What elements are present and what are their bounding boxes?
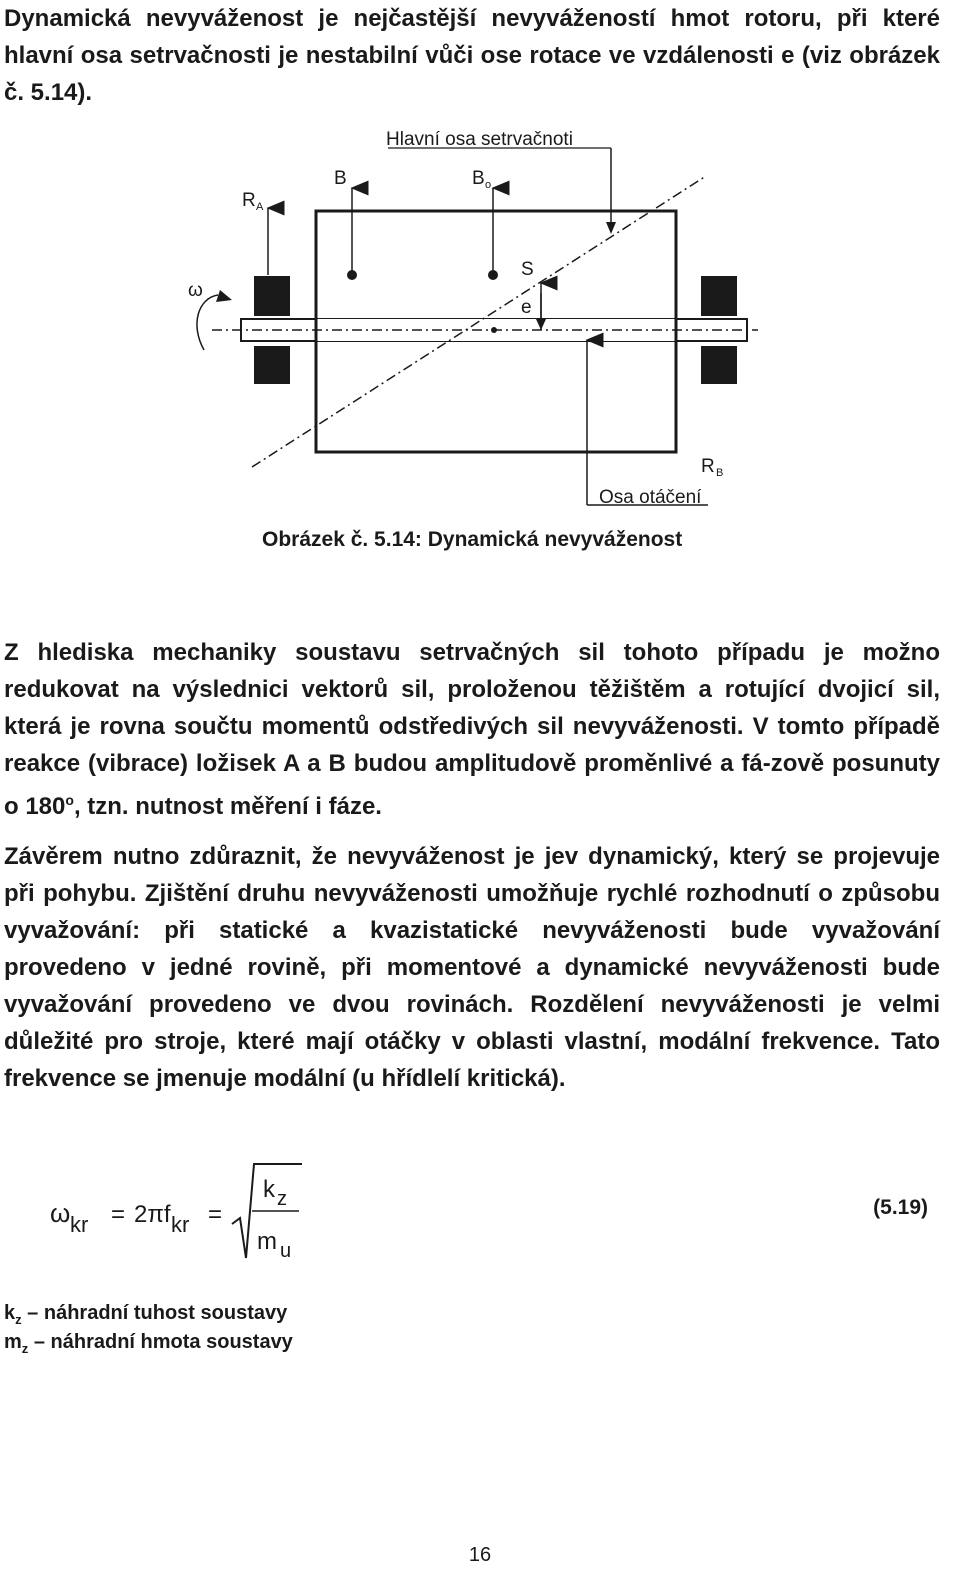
svg-text:kr: kr [70,1212,89,1237]
label-s: S [521,259,534,280]
legend-kz: $k_z$ – náhradní tuhost soustavy [4,1302,288,1327]
label-rb: R [701,456,715,477]
label-e: e [521,297,532,318]
label-omega: ω [188,280,203,301]
svg-text:o: o [485,179,492,191]
svg-text:kr: kr [171,1212,190,1237]
label-ra: R [242,190,256,211]
intro-paragraph: Dynamická nevyváženost je nejčastější nevyvážeností hmot rotoru, při které hlavní osa setrvačnosti je nestabilní vůči ose rotace ve vzdálenosti e (viz obrázek č. 5.14). [4,5,940,106]
critical-frequency-equation [0,1150,400,1280]
svg-text:ω: ω [50,1198,71,1228]
svg-text:2πf: 2πf [134,1201,171,1228]
label-rotation-axis: Osa otáčení [599,487,702,508]
mechanics-paragraph: Z hlediska mechaniky soustavu setrvačných sil tohoto případu je možno redukovat na výslednici vektorů sil, proloženou těžištěm a rotující dvojicí sil, která je rovna součtu momentů odstředivých sil nevyváženosti. V tomto případě reakce (vibrace) ložisek A a B budou amplitudově proměnlivé a fá-zově posunuty o 180$^o$, tzn. nutnost měření i fáze. [4,639,940,820]
svg-text:m: m [257,1228,277,1255]
center-of-gravity-dot [491,327,497,333]
rotation-arrow-icon [197,295,218,350]
bearing-b-top [701,276,737,316]
label-bo: B [472,168,485,189]
page-number: 16 [468,1544,492,1566]
svg-text:=: = [208,1201,223,1228]
bearing-a-bottom [254,346,290,384]
label-principal-axis: Hlavní osa setrvačnoti [386,129,573,150]
svg-text:=: = [111,1201,126,1228]
conclusion-paragraph: Závěrem nutno zdůraznit, že nevyváženost je jev dynamický, který se projevuje při pohybu. Zjištění druhu nevyváženosti umožňuje rychlé rozhodnutí o způsobu vyvažování: při statické a kvazistatické nevyváženosti bude vyvažování provedeno v jedné rovině, při momentové a dynamické nevyváženosti bude vyvažování provedeno ve dvou rovinách. Rozdělení nevyváženosti je velmi důležité pro stroje, které mají otáčky v oblasti vlastní, modální frekvence. Tato frekvence se jmenuje modální (u hřídlelí kritická). [4,843,940,1092]
bearing-a-top [254,276,290,316]
legend-mz: $m_z$ – náhradní hmota soustavy [4,1331,293,1356]
equation-number: (5.19) [873,1196,928,1219]
svg-text:u: u [280,1240,292,1262]
dynamic-unbalance-figure [0,118,960,518]
bearing-b-bottom [701,346,737,384]
label-b: B [334,168,347,189]
svg-text:B: B [716,467,724,479]
svg-text:k: k [263,1176,275,1203]
figure-caption: Obrázek č. 5.14: Dynamická nevyváženost [262,528,683,551]
svg-text:A: A [256,201,264,213]
svg-text:z: z [277,1188,287,1210]
